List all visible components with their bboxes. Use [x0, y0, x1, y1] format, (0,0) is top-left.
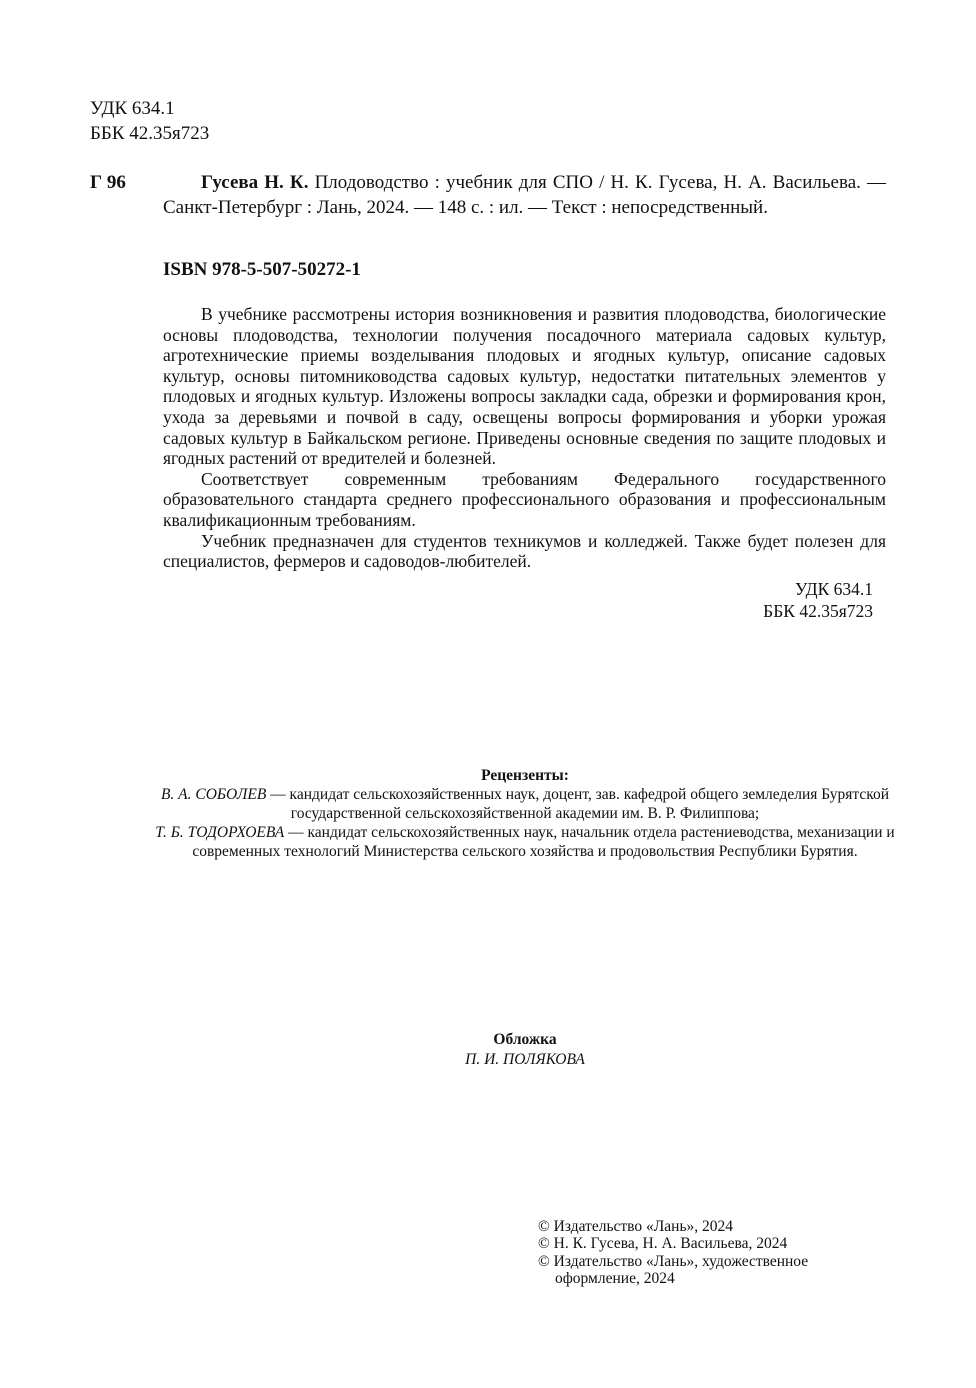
copyright-line: © Н. К. Гусева, Н. А. Васильева, 2024: [538, 1235, 788, 1253]
reviewer-name: В. А. СОБОЛЕВ: [160, 786, 267, 803]
reviewer-description: — кандидат сельскохозяйственных наук, начальник отдела растениеводства, механизации и современных технологий Министерства сельского хозяйства и продовольствия Республики Бурятия.: [192, 824, 895, 860]
udk-code: УДК 634.1: [795, 579, 873, 599]
copyright-block: [538, 1218, 858, 1288]
reviewer-entry: [120, 823, 930, 861]
cover-designer: П. И. ПОЛЯКОВА: [465, 1051, 585, 1068]
bbk-code: ББК 42.35я723: [90, 123, 210, 144]
copyright-line: © Издательство «Лань», 2024: [538, 1218, 734, 1235]
udk-code: УДК 634.1: [90, 98, 175, 119]
reviewer-name: Т. Б. ТОДОРХОЕВА: [155, 824, 285, 841]
bibliographic-description: Плодоводство : учебник для СПО / Н. К. Гусева, Н. А. Васильева. — Санкт-Петербург : Лань, 2024. — 148 с. : ил. — Текст : непосредственный.: [163, 172, 886, 218]
reviewer-description: — кандидат сельскохозяйственных наук, доцент, зав. кафедрой общего земледелия Бурятской государственной сельскохозяйственной академии им. В. Р. Филиппова;: [266, 786, 890, 822]
annotation-paragraph: В учебнике рассмотрены история возникновения и развития плодоводства, биологические основы плодоводства, технологии получения посадочного материала садовых культур, агротехнические приемы возделывания плодовых и ягодных культур, описание садовых культур, основы питомниководства садовых культур, недостатки питательных элементов у плодовых и ягодных культур. Изложены вопросы закладки сада, обрезки и формирования крон, ухода за деревьями и почвой в саду, освещены вопросы формирования и уборки урожая садовых культур в Байкальском регионе. Приведены основные сведения по защите плодовых и ягодных растений от вредителей и болезней.: [163, 304, 886, 469]
copyright-line: © Издательство «Лань», художественное: [538, 1252, 809, 1270]
author-name: Гусева Н. К.: [201, 172, 309, 193]
bibliographic-record: [163, 170, 886, 220]
author-sign: Г 96: [90, 172, 126, 193]
udk-bbk-footer: [700, 578, 873, 622]
copyright-line: оформление, 2024: [555, 1270, 675, 1288]
bbk-code: ББК 42.35я723: [763, 601, 873, 621]
isbn: ISBN 978-5-507-50272-1: [163, 259, 361, 280]
udk-bbk-header: [90, 96, 209, 146]
annotation-paragraph: Соответствует современным требованиям Федерального государственного образовательного стандарта среднего профессионального образования и профессиональным квалификационным требованиям.: [163, 468, 886, 530]
reviewers-block: [120, 766, 930, 861]
annotation: [163, 304, 886, 572]
reviewer-entry: [120, 785, 930, 823]
cover-heading: Обложка: [493, 1031, 557, 1048]
reviewers-heading: Рецензенты:: [481, 767, 569, 784]
cover-credit: [300, 1030, 750, 1070]
annotation-paragraph: Учебник предназначен для студентов техникумов и колледжей. Также будет полезен для специалистов, фермеров и садоводов-любителей.: [163, 530, 886, 572]
